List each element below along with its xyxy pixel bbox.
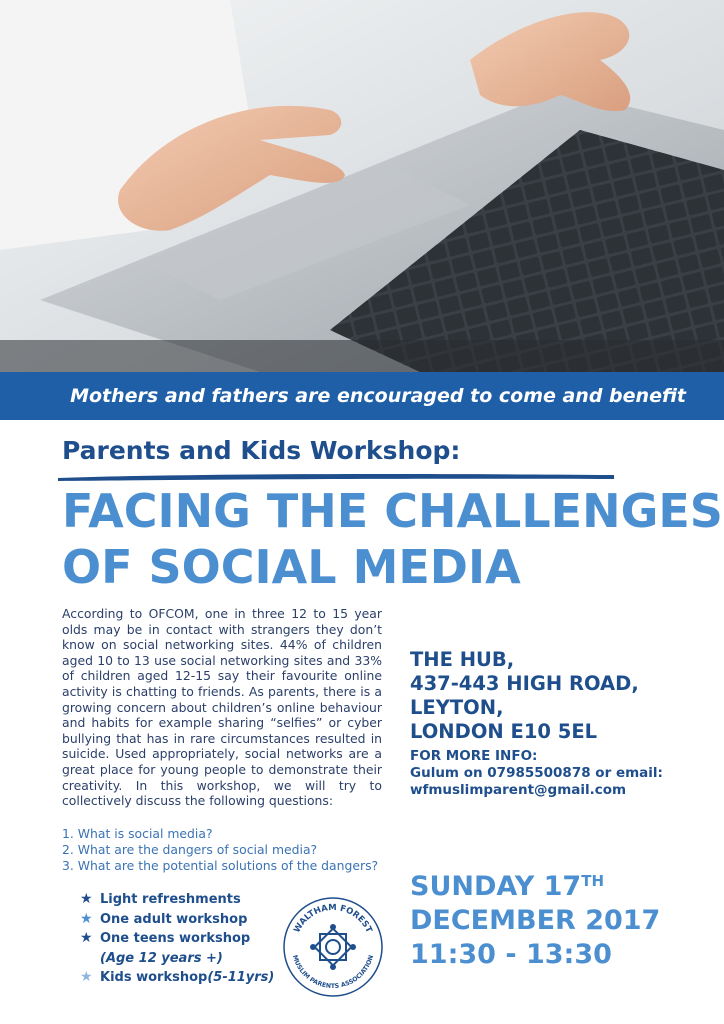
star-icon: ★ — [80, 930, 93, 946]
encouragement-banner — [0, 372, 724, 420]
venue-line: LEYTON, — [410, 696, 504, 719]
benefit-age-range: (5-11yrs) — [207, 970, 275, 985]
question-item: 1. What is social media? — [62, 826, 213, 841]
brush-stroke-divider — [58, 472, 614, 482]
questions-list — [62, 826, 378, 874]
event-date — [410, 870, 660, 972]
venue-address — [410, 648, 639, 744]
event-day-text: SUNDAY 17 — [410, 871, 582, 902]
benefits-list — [80, 890, 274, 988]
logo-text-top: WALTHAM FOREST — [292, 902, 374, 935]
question-item: 3. What are the potential solutions of the dangers? — [62, 858, 379, 873]
benefit-label: Light refreshments — [100, 892, 241, 907]
association-logo-icon — [282, 896, 384, 998]
benefit-label: One adult workshop — [100, 911, 248, 927]
event-month-year: DECEMBER 2017 — [410, 905, 661, 936]
benefit-note: (Age 12 years +) — [100, 950, 223, 966]
description-paragraph: According to OFCOM, one in three 12 to 15 year olds may be in contact with strangers they don’t know on social networking sites. 44% of children aged 10 to 13 use social networking sites and 33% of children aged 12-15 say their favourite online activity is chatting to friends. As parents, there is a growing concern about children’s online behaviour and habits for example sharing “selfies” or cyber bullying that has in rare circumstances resulted in suicide. Used appropriately, social networks are a great place for young people to demonstrate their creativity. In this workshop, we will try to collectively discuss the following questions: — [62, 606, 382, 809]
title-line-1: FACING THE CHALLENGES — [62, 484, 723, 538]
benefit-item — [80, 890, 274, 910]
logo-text-bottom: MUSLIM PARENTS ASSOCIATION — [290, 954, 376, 991]
benefit-label: Kids workshop — [100, 970, 208, 985]
contact-email[interactable]: wfmuslimparent@gmail.com — [410, 782, 627, 798]
star-icon: ★ — [80, 969, 93, 985]
hero-photo — [0, 0, 724, 372]
event-time: 11:30 - 13:30 — [410, 939, 612, 970]
venue-line: 437-443 HIGH ROAD, — [410, 672, 639, 695]
question-item: 2. What are the dangers of social media? — [62, 842, 318, 857]
contact-info — [410, 748, 663, 799]
title-line-2: OF SOCIAL MEDIA — [62, 540, 521, 594]
venue-line: THE HUB, — [410, 648, 515, 671]
laptop-typing-photo — [0, 0, 724, 372]
star-icon: ★ — [80, 891, 93, 907]
venue-line: LONDON E10 5EL — [410, 720, 598, 743]
benefit-item — [80, 968, 274, 988]
contact-phone: Gulum on 07985500878 or email: — [410, 765, 663, 781]
benefit-label: One teens workshop — [100, 931, 251, 946]
banner-text: Mothers and fathers are encouraged to come and benefit — [70, 385, 686, 407]
benefit-item — [80, 929, 274, 949]
page-title — [62, 483, 723, 595]
info-heading: FOR MORE INFO: — [410, 748, 538, 764]
event-day — [410, 870, 660, 904]
star-icon: ★ — [80, 910, 93, 927]
workshop-subtitle: Parents and Kids Workshop: — [62, 436, 461, 465]
event-day-suffix: TH — [581, 872, 605, 890]
benefit-item — [80, 910, 274, 930]
